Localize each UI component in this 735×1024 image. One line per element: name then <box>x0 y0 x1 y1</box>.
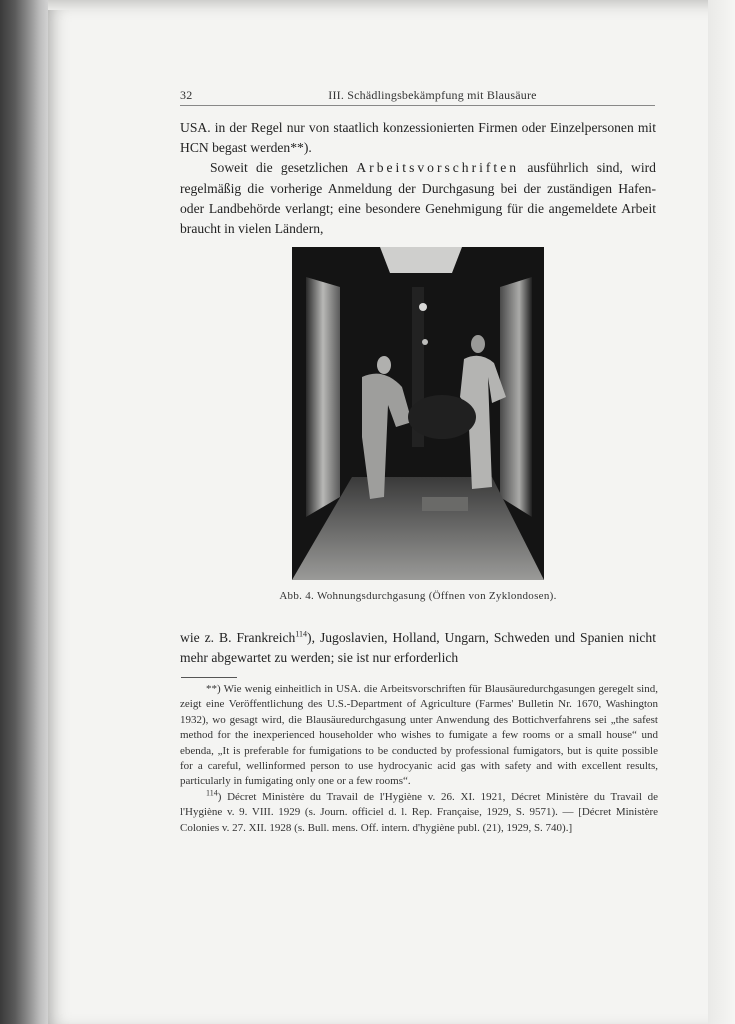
footnote-rule <box>181 677 237 678</box>
footnotes <box>180 682 658 836</box>
figure-caption: Abb. 4. Wohnungsdurchgasung (Öffnen von Zyklondosen). <box>279 590 557 602</box>
running-head <box>180 88 655 106</box>
emphasized-term: Arbeitsvorschriften <box>356 160 520 176</box>
paragraph-2 <box>180 628 656 668</box>
footnote-2-text: ) Décret Ministère du Travail de l'Hygiène v. 26. XI. 1921, Décret Ministère du Travail de l'Hygiène v. 9. VIII. 1929 (s. Journ. officiel d. l. Rep. Française, 1929, S. 9571). — [Décret Ministère Colonies v. 27. XII. 1928 (s. Bull. mens. Off. intern. d'hygiène publ. (21), 1929, S. 740).] <box>180 790 658 834</box>
footnote-1: **) Wie wenig einheitlich in USA. die Arbeitsvorschriften für Blausäuredurchgasungen geregelt sind, zeigt eine Veröffentlichung des U.S.-Department of Agriculture (Farmes' Bulletin Nr. 1670, Washington 1932), wo gesagt wird, die Blausäuredurchgasung unter Anwendung des Bottichverfahrens sei „the safest method for the inexperienced householder who wishes to fumigate a few rooms or a small house“ und ebenda, „It is preferable for fumigations to be conducted by professional fumigators, but is quite possible for a careful, wellinformed person to use hydrocyanic acid gas with safety and with excellent results, particularly in fumigating only one or a few rooms“. <box>180 683 658 788</box>
book-spine-edge <box>0 0 50 1024</box>
paragraph-1-line2-start: Soweit die gesetzlichen <box>210 160 349 176</box>
paragraph-2-text-b: ), Jugoslavien, Holland, Ungarn, Schweden und Spanien nicht mehr abgewartet zu werden; sie ist nur erforderlich <box>180 630 656 666</box>
page-number: 32 <box>180 88 193 102</box>
right-margin-strip <box>708 0 735 1024</box>
figure-photo <box>292 247 544 580</box>
paragraph-1 <box>180 118 656 239</box>
paragraph-1-line1: USA. in der Regel nur von staatlich konzessionierten Firmen oder Einzelpersonen mit HCN begast werden**). <box>180 120 656 156</box>
paragraph-1-line2-end: ausführlich sind, wird regelmäßig die vorherige Anmeldung der Durchgasung bei der zuständigen Hafen- oder Landbehörde verlangt; eine besondere Genehmigung für die angemeldete Arbeit braucht in vielen Ländern, <box>180 160 656 237</box>
footnote-2 <box>180 790 658 836</box>
footnote-2-number: 114 <box>206 788 218 798</box>
fumigation-photo-image <box>292 247 544 580</box>
paragraph-1-line2 <box>180 158 656 239</box>
paragraph-2-text-a: wie z. B. Frankreich <box>180 630 296 645</box>
footnote-reference: 114 <box>295 629 308 639</box>
running-title: III. Schädlingsbekämpfung mit Blausäure <box>328 88 537 102</box>
